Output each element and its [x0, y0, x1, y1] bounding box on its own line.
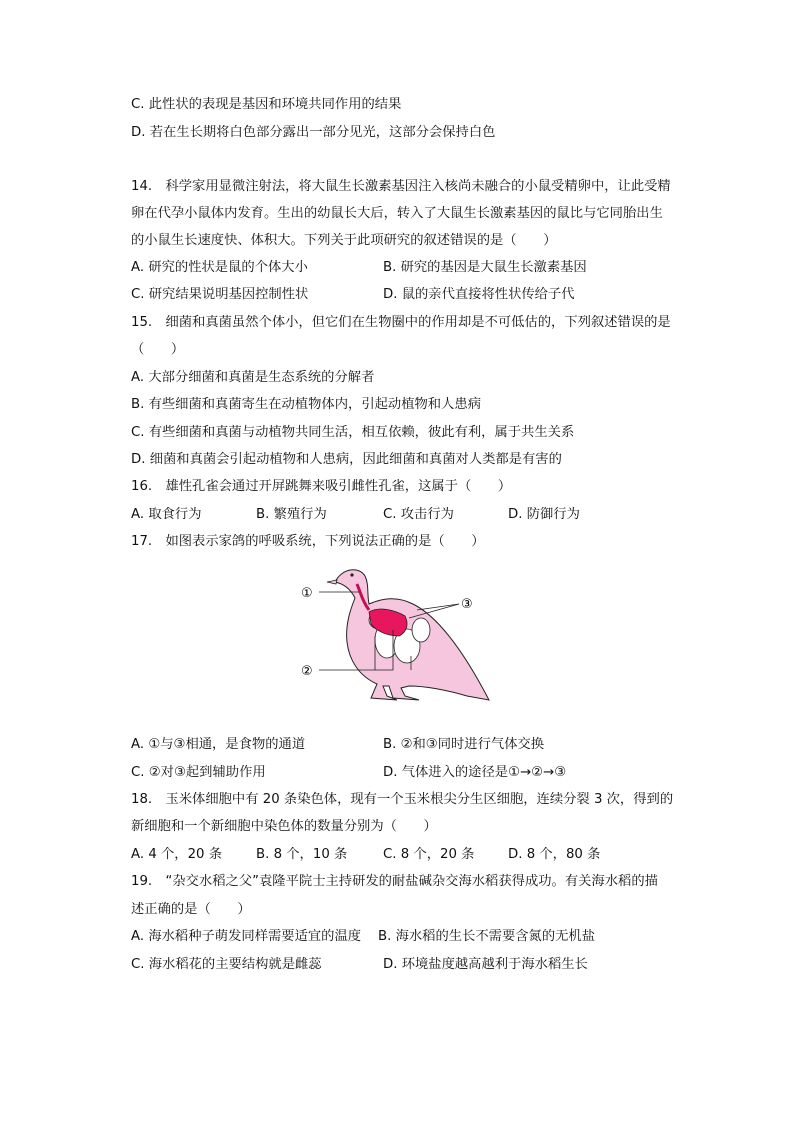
pigeon-eye	[350, 573, 353, 576]
q18-option-d: D. 8 个，80 条	[508, 847, 601, 862]
q15-option-a: A. 大部分细菌和真菌是生态系统的分解者	[131, 370, 375, 385]
q19-option-d: D. 环境盐度越高越利于海水稻生长	[383, 957, 588, 972]
q18-option-c: C. 8 个，20 条	[383, 847, 475, 862]
q14-stem-line1: 14. 科学家用显微注射法，将大鼠生长激素基因注入核尚未融合的小鼠受精卵中，让此受精	[131, 179, 671, 194]
q19-option-a: A. 海水稻种子萌发同样需要适宜的温度	[131, 929, 362, 944]
figure-label-1: ①	[301, 586, 313, 601]
q14-stem-line2: 卵在代孕小鼠体内发育。生出的幼鼠长大后，转入了大鼠生长激素基因的鼠比与它同胎出生	[131, 206, 663, 221]
q13-option-d: D. 若在生长期将白色部分露出一部分见光，这部分会保持白色	[131, 125, 496, 140]
q16-stem: 16. 雄性孔雀会通过开屏跳舞来吸引雌性孔雀，这属于（ ）	[131, 479, 512, 494]
q19-option-b: B. 海水稻的生长不需要含氮的无机盐	[378, 929, 596, 944]
pigeon-respiratory-figure	[297, 560, 497, 710]
q16-option-d: D. 防御行为	[508, 507, 580, 522]
figure-label-3: ③	[461, 597, 473, 612]
q14-option-d: D. 鼠的亲代直接将性状传给子代	[383, 287, 575, 302]
q19-stem-line2: 述正确的是（ ）	[131, 902, 251, 917]
q18-stem-line2: 新细胞和一个新细胞中染色体的数量分别为（ ）	[131, 819, 437, 834]
q17-option-a: A. ①与③相通，是食物的通道	[131, 737, 306, 752]
q15-option-c: C. 有些细菌和真菌与动植物共同生活，相互依赖，彼此有利，属于共生关系	[131, 425, 575, 440]
q18-option-a: A. 4 个，20 条	[131, 847, 223, 862]
figure-label-2: ②	[301, 664, 313, 679]
q18-option-b: B. 8 个，10 条	[256, 847, 348, 862]
q17-option-b: B. ②和③同时进行气体交换	[383, 737, 545, 752]
q17-option-c: C. ②对③起到辅助作用	[131, 765, 266, 780]
q19-option-c: C. 海水稻花的主要结构就是雌蕊	[131, 957, 322, 972]
q17-stem: 17. 如图表示家鸽的呼吸系统，下列说法正确的是（ ）	[131, 534, 485, 549]
q14-option-c: C. 研究结果说明基因控制性状	[131, 287, 309, 302]
q17-option-d: D. 气体进入的途径是①→②→③	[383, 765, 567, 780]
q16-option-a: A. 取食行为	[131, 507, 202, 522]
pigeon-beak	[327, 580, 337, 584]
q14-stem-line3: 的小鼠生长速度快、体积大。下列关于此项研究的叙述错误的是（ ）	[131, 233, 557, 248]
q14-option-b: B. 研究的基因是大鼠生长激素基因	[383, 260, 587, 275]
q15-stem-line2: （ ）	[131, 342, 185, 357]
q19-stem-line1: 19. “杂交水稻之父”袁隆平院士主持研发的耐盐碱杂交海水稻获得成功。有关海水稻的描	[131, 874, 658, 889]
q14-option-a: A. 研究的性状是鼠的个体大小	[131, 260, 308, 275]
q16-option-c: C. 攻击行为	[383, 507, 454, 522]
q16-option-b: B. 繁殖行为	[256, 507, 327, 522]
q15-option-b: B. 有些细菌和真菌寄生在动植物体内，引起动植物和人患病	[131, 397, 481, 412]
q13-option-c: C. 此性状的表现是基因和环境共同作用的结果	[131, 97, 402, 112]
q15-stem-line1: 15. 细菌和真菌虽然个体小，但它们在生物圈中的作用却是不可低估的，下列叙述错误的是	[131, 315, 671, 330]
air-sac-4	[412, 618, 430, 642]
q15-option-d: D. 细菌和真菌会引起动植物和人患病，因此细菌和真菌对人类都是有害的	[131, 452, 562, 467]
q18-stem-line1: 18. 玉米体细胞中有 20 条染色体，现有一个玉米根尖分生区细胞，连续分裂 3 次，得到的	[131, 792, 674, 807]
leader-line-3b	[417, 604, 459, 610]
pigeon-diagram	[297, 560, 497, 710]
